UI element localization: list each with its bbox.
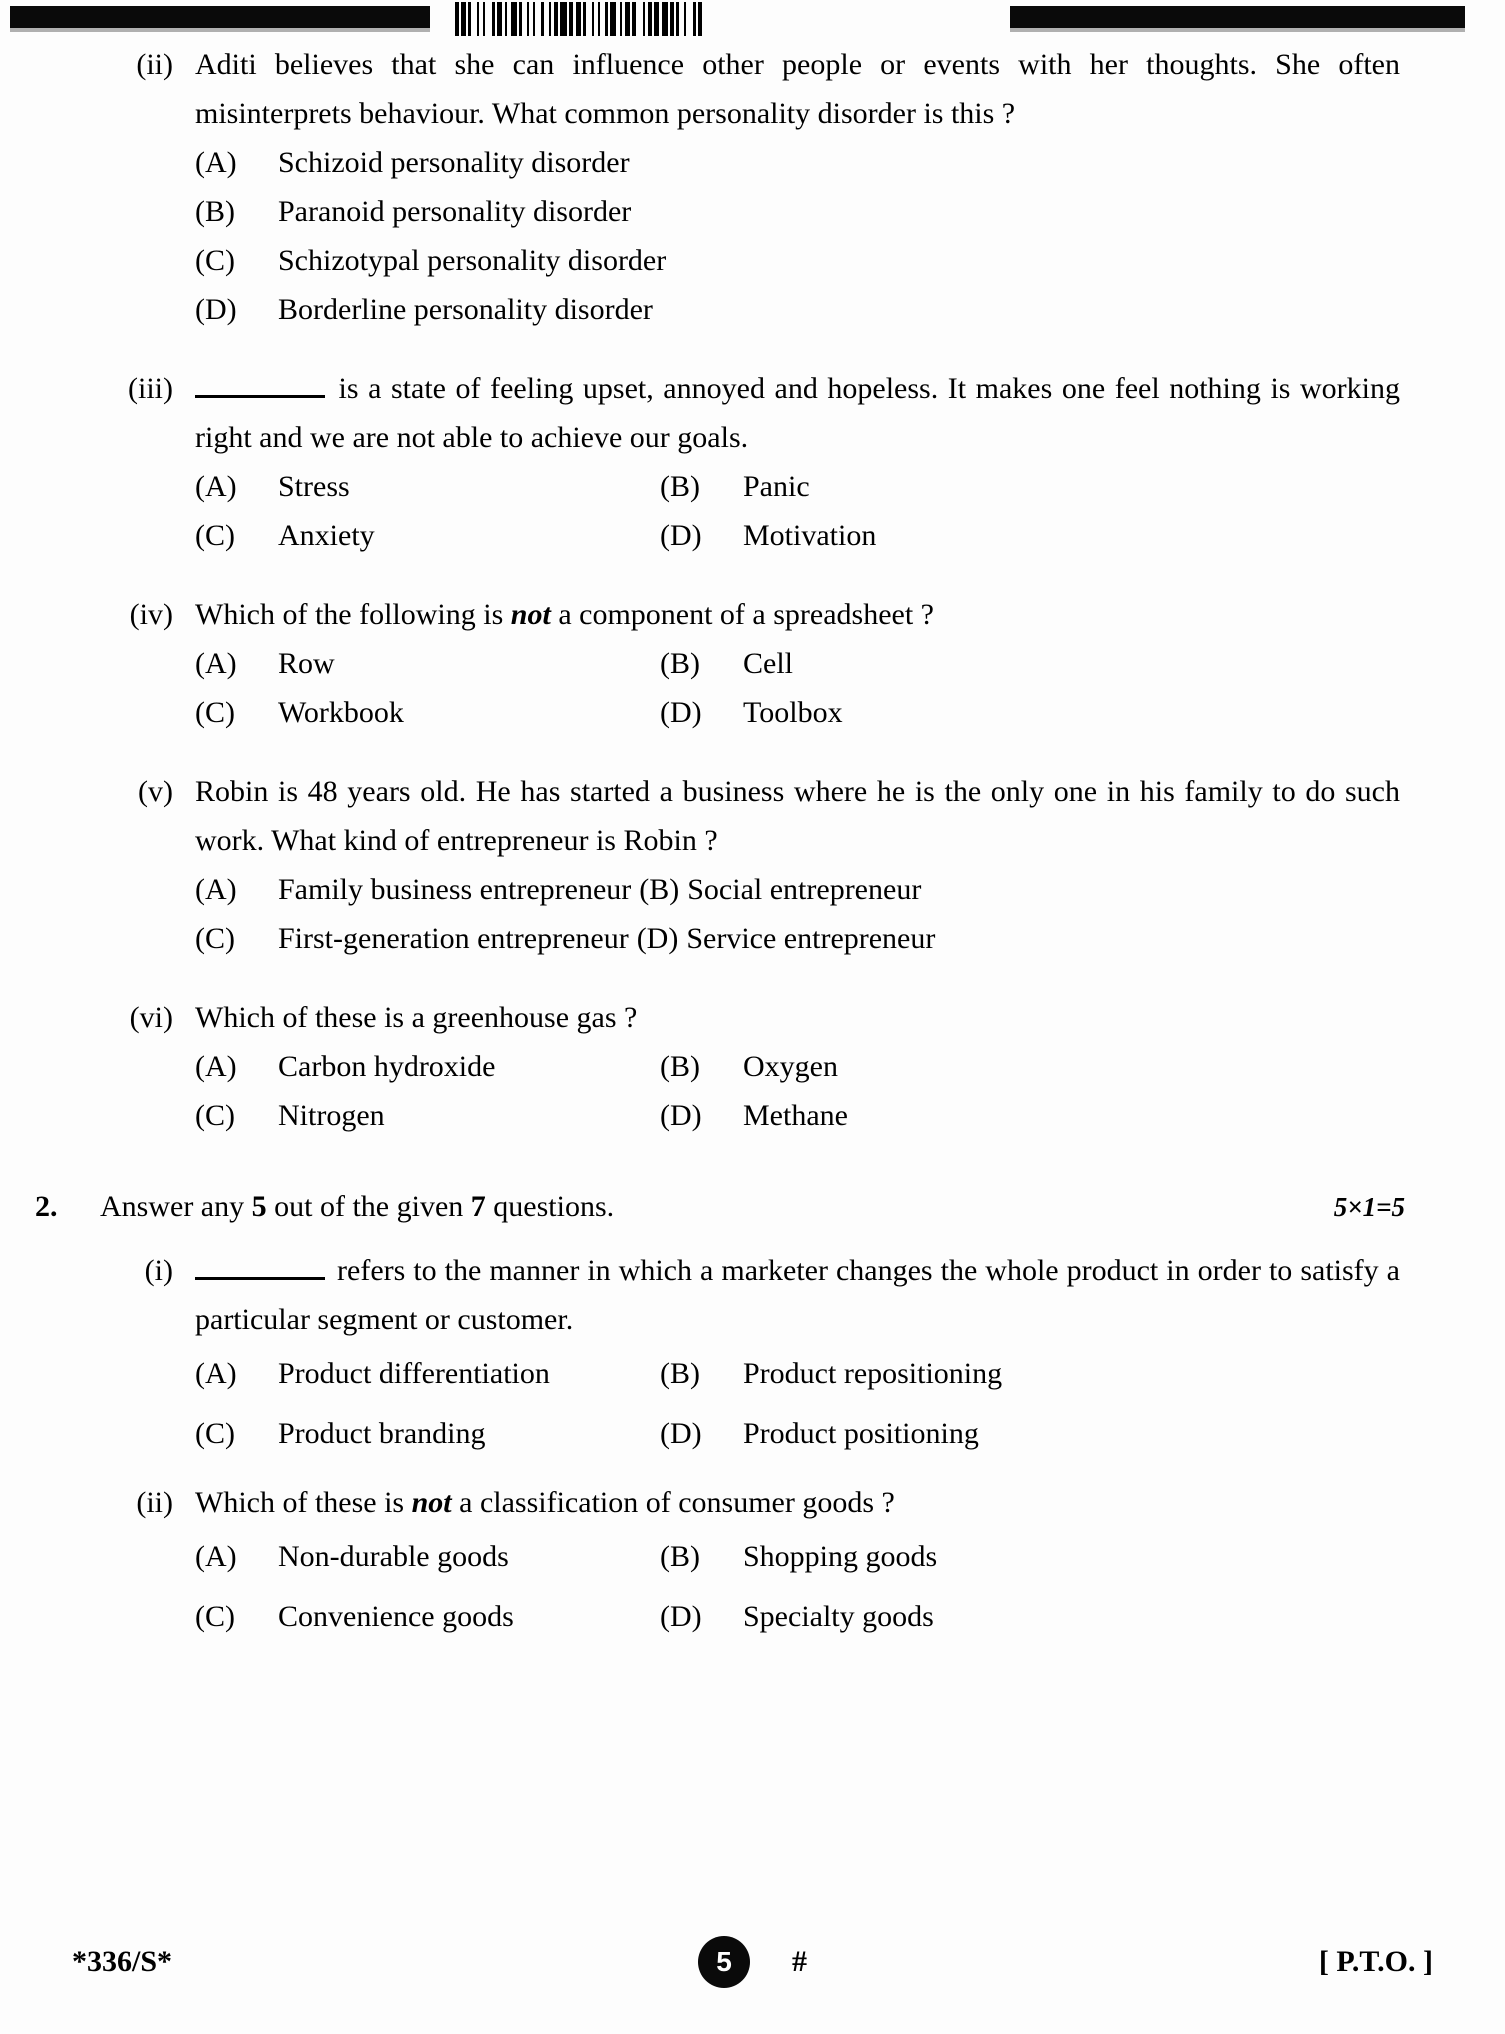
option-label: (D) (660, 1600, 702, 1633)
options-list (0, 1527, 1505, 1647)
option-label: (D) (660, 519, 702, 552)
option-item[interactable] (195, 1344, 660, 1404)
question-text: Aditi believes that she can influence other people or events with her thoughts. She often misinterprets behaviour. What common personality disorder is this ? (195, 48, 1400, 130)
option-row (195, 688, 1400, 737)
question-block (0, 767, 1505, 963)
option-text: Product positioning (743, 1417, 979, 1450)
section-instruction: Answer any 5 out of the given 7 questions. (100, 1190, 615, 1223)
option-text: Nitrogen (278, 1099, 385, 1132)
option-text: Row (278, 647, 335, 680)
question-number: (iv) (129, 598, 173, 631)
option-label: (C) (195, 1600, 235, 1633)
question-number: (iii) (128, 372, 173, 405)
option-text: Toolbox (743, 696, 843, 729)
black-bar-left (10, 6, 430, 28)
option-item[interactable] (639, 873, 921, 906)
barcode-icon (455, 2, 735, 36)
options-list (0, 1042, 1505, 1140)
option-item[interactable] (195, 1091, 660, 1140)
black-bar-right (1010, 6, 1465, 28)
option-text: Paranoid personality disorder (278, 195, 632, 228)
option-text: Cell (743, 647, 793, 680)
option-row (195, 1042, 1400, 1091)
option-item[interactable] (195, 511, 660, 560)
option-label: (B) (660, 647, 700, 680)
option-label: (A) (195, 146, 237, 179)
answer-blank (195, 1255, 325, 1280)
option-text: Specialty goods (743, 1600, 934, 1633)
option-item[interactable] (660, 1587, 1400, 1647)
page-number-badge: 5 (698, 1936, 750, 1988)
option-item[interactable] (660, 1091, 1400, 1140)
question-number: (v) (138, 775, 173, 808)
option-item[interactable] (195, 462, 660, 511)
scan-header (0, 0, 1505, 40)
option-item[interactable] (637, 922, 936, 955)
option-item[interactable] (195, 639, 660, 688)
options-list (0, 1344, 1505, 1464)
option-label: (C) (195, 1099, 235, 1132)
question-text: is a state of feeling upset, annoyed and hopeless. It makes one feel nothing is working right and we are not able to achieve our goals. (195, 372, 1400, 454)
spacer (0, 963, 1505, 993)
option-row (195, 285, 1400, 334)
option-label: (A) (195, 1050, 237, 1083)
option-label: (D) (660, 1099, 702, 1132)
option-text: Family business entrepreneur (278, 873, 632, 906)
option-row (195, 1091, 1400, 1140)
option-item[interactable] (195, 1404, 660, 1464)
options-list (0, 462, 1505, 560)
question-row (0, 364, 1505, 462)
spacer (0, 1464, 1505, 1478)
option-text: Non-durable goods (278, 1540, 509, 1573)
option-label: (D) (636, 922, 679, 955)
option-item[interactable] (195, 1527, 660, 1587)
option-item[interactable] (278, 873, 631, 906)
question-block (0, 1246, 1505, 1464)
spacer (0, 1140, 1505, 1182)
page-footer (0, 1932, 1505, 1992)
footer-center (0, 1936, 1505, 1988)
option-text: Schizotypal personality disorder (278, 244, 667, 277)
question-text: Which of the following is not a component of a spreadsheet ? (195, 598, 934, 631)
option-row (195, 462, 1400, 511)
question-row (0, 40, 1505, 138)
question-number: (ii) (136, 48, 173, 81)
option-item[interactable] (278, 922, 629, 955)
option-label: (D) (195, 293, 237, 326)
option-label: (D) (660, 1417, 702, 1450)
marks-allocation: 5×1=5 (1333, 1192, 1405, 1222)
option-label: (A) (195, 1540, 237, 1573)
option-label: (B) (195, 195, 235, 228)
option-item[interactable] (660, 688, 1400, 737)
option-row (0, 865, 1505, 914)
spacer (0, 1232, 1505, 1246)
option-text: Product differentiation (278, 1357, 550, 1390)
section-number: 2. (35, 1190, 58, 1223)
option-label: (A) (195, 873, 237, 906)
option-label: (C) (195, 244, 235, 277)
option-label: (B) (660, 1357, 700, 1390)
option-item[interactable] (195, 1587, 660, 1647)
option-text: Convenience goods (278, 1600, 514, 1633)
option-row (195, 639, 1400, 688)
spacer (0, 560, 1505, 590)
question-row (0, 993, 1505, 1042)
option-label: (D) (660, 696, 702, 729)
option-text: Panic (743, 470, 810, 503)
option-label: (A) (195, 647, 237, 680)
option-text: Product repositioning (743, 1357, 1003, 1390)
option-text: Workbook (278, 696, 404, 729)
option-row (195, 187, 1400, 236)
option-label: (B) (660, 1540, 700, 1573)
option-text: Shopping goods (743, 1540, 938, 1573)
answer-blank (195, 373, 325, 398)
option-text: Service entrepreneur (686, 922, 936, 955)
options-list (0, 639, 1505, 737)
option-text: Stress (278, 470, 350, 503)
question-number: (ii) (136, 1486, 173, 1519)
option-text: Motivation (743, 519, 877, 552)
option-text: Methane (743, 1099, 848, 1132)
option-text: Borderline personality disorder (278, 293, 653, 326)
options-list (0, 138, 1505, 334)
option-row (195, 511, 1400, 560)
option-label: (C) (195, 519, 235, 552)
question-row (0, 767, 1505, 865)
option-item[interactable] (660, 1527, 1400, 1587)
option-text: Social entrepreneur (687, 873, 922, 906)
option-item[interactable] (660, 1344, 1400, 1404)
option-text: Carbon hydroxide (278, 1050, 496, 1083)
option-row (0, 914, 1505, 963)
question-number: (i) (144, 1254, 173, 1287)
option-item[interactable] (195, 236, 1400, 285)
option-label: (A) (195, 470, 237, 503)
option-text: Anxiety (278, 519, 375, 552)
question-text: Robin is 48 years old. He has started a business where he is the only one in his family to do such work. What kind of entrepreneur is Robin ? (195, 775, 1400, 857)
spacer (0, 334, 1505, 364)
option-label: (A) (195, 1357, 237, 1390)
question-text: Which of these is a greenhouse gas ? (195, 1001, 638, 1034)
question-text: Which of these is not a classification of consumer goods ? (195, 1486, 895, 1519)
answer-count: 5 (251, 1190, 267, 1223)
section-heading (0, 1182, 1505, 1232)
option-item[interactable] (660, 462, 1400, 511)
option-text: Oxygen (743, 1050, 838, 1083)
option-label: (C) (195, 1417, 235, 1450)
question-block (0, 993, 1505, 1140)
paper-code: *336/S* (72, 1945, 173, 1978)
option-item[interactable] (660, 639, 1400, 688)
question-content (0, 40, 1505, 1647)
question-text: refers to the manner in which a marketer changes the whole product in order to satisfy a particular segment or customer. (195, 1254, 1400, 1336)
option-row (195, 1587, 1400, 1647)
question-block (0, 590, 1505, 737)
question-number: (vi) (129, 1001, 173, 1034)
option-text: Schizoid personality disorder (278, 146, 630, 179)
total-count: 7 (470, 1190, 486, 1223)
option-label: (B) (660, 470, 700, 503)
question-block (0, 1478, 1505, 1647)
option-row (195, 1404, 1400, 1464)
option-item[interactable] (195, 187, 1400, 236)
option-label: (B) (660, 1050, 700, 1083)
option-item[interactable] (195, 285, 1400, 334)
question-row (0, 1478, 1505, 1527)
option-item[interactable] (195, 688, 660, 737)
option-row (195, 1344, 1400, 1404)
option-item[interactable] (660, 511, 1400, 560)
hash-mark: # (792, 1945, 807, 1978)
option-text: Product branding (278, 1417, 486, 1450)
option-item[interactable] (195, 1042, 660, 1091)
option-row (195, 236, 1400, 285)
question-block (0, 40, 1505, 334)
option-label: (B) (639, 873, 680, 906)
option-row (195, 1527, 1400, 1587)
option-label: (C) (195, 922, 235, 955)
spacer (0, 737, 1505, 767)
option-row (195, 138, 1400, 187)
question-row (0, 1246, 1505, 1344)
option-item[interactable] (195, 138, 1400, 187)
question-row (0, 590, 1505, 639)
option-text: First-generation entrepreneur (278, 922, 629, 955)
option-item[interactable] (660, 1042, 1400, 1091)
question-block (0, 364, 1505, 560)
option-item[interactable] (660, 1404, 1400, 1464)
pto-marker: [ P.T.O. ] (1318, 1945, 1433, 1978)
option-label: (C) (195, 696, 235, 729)
